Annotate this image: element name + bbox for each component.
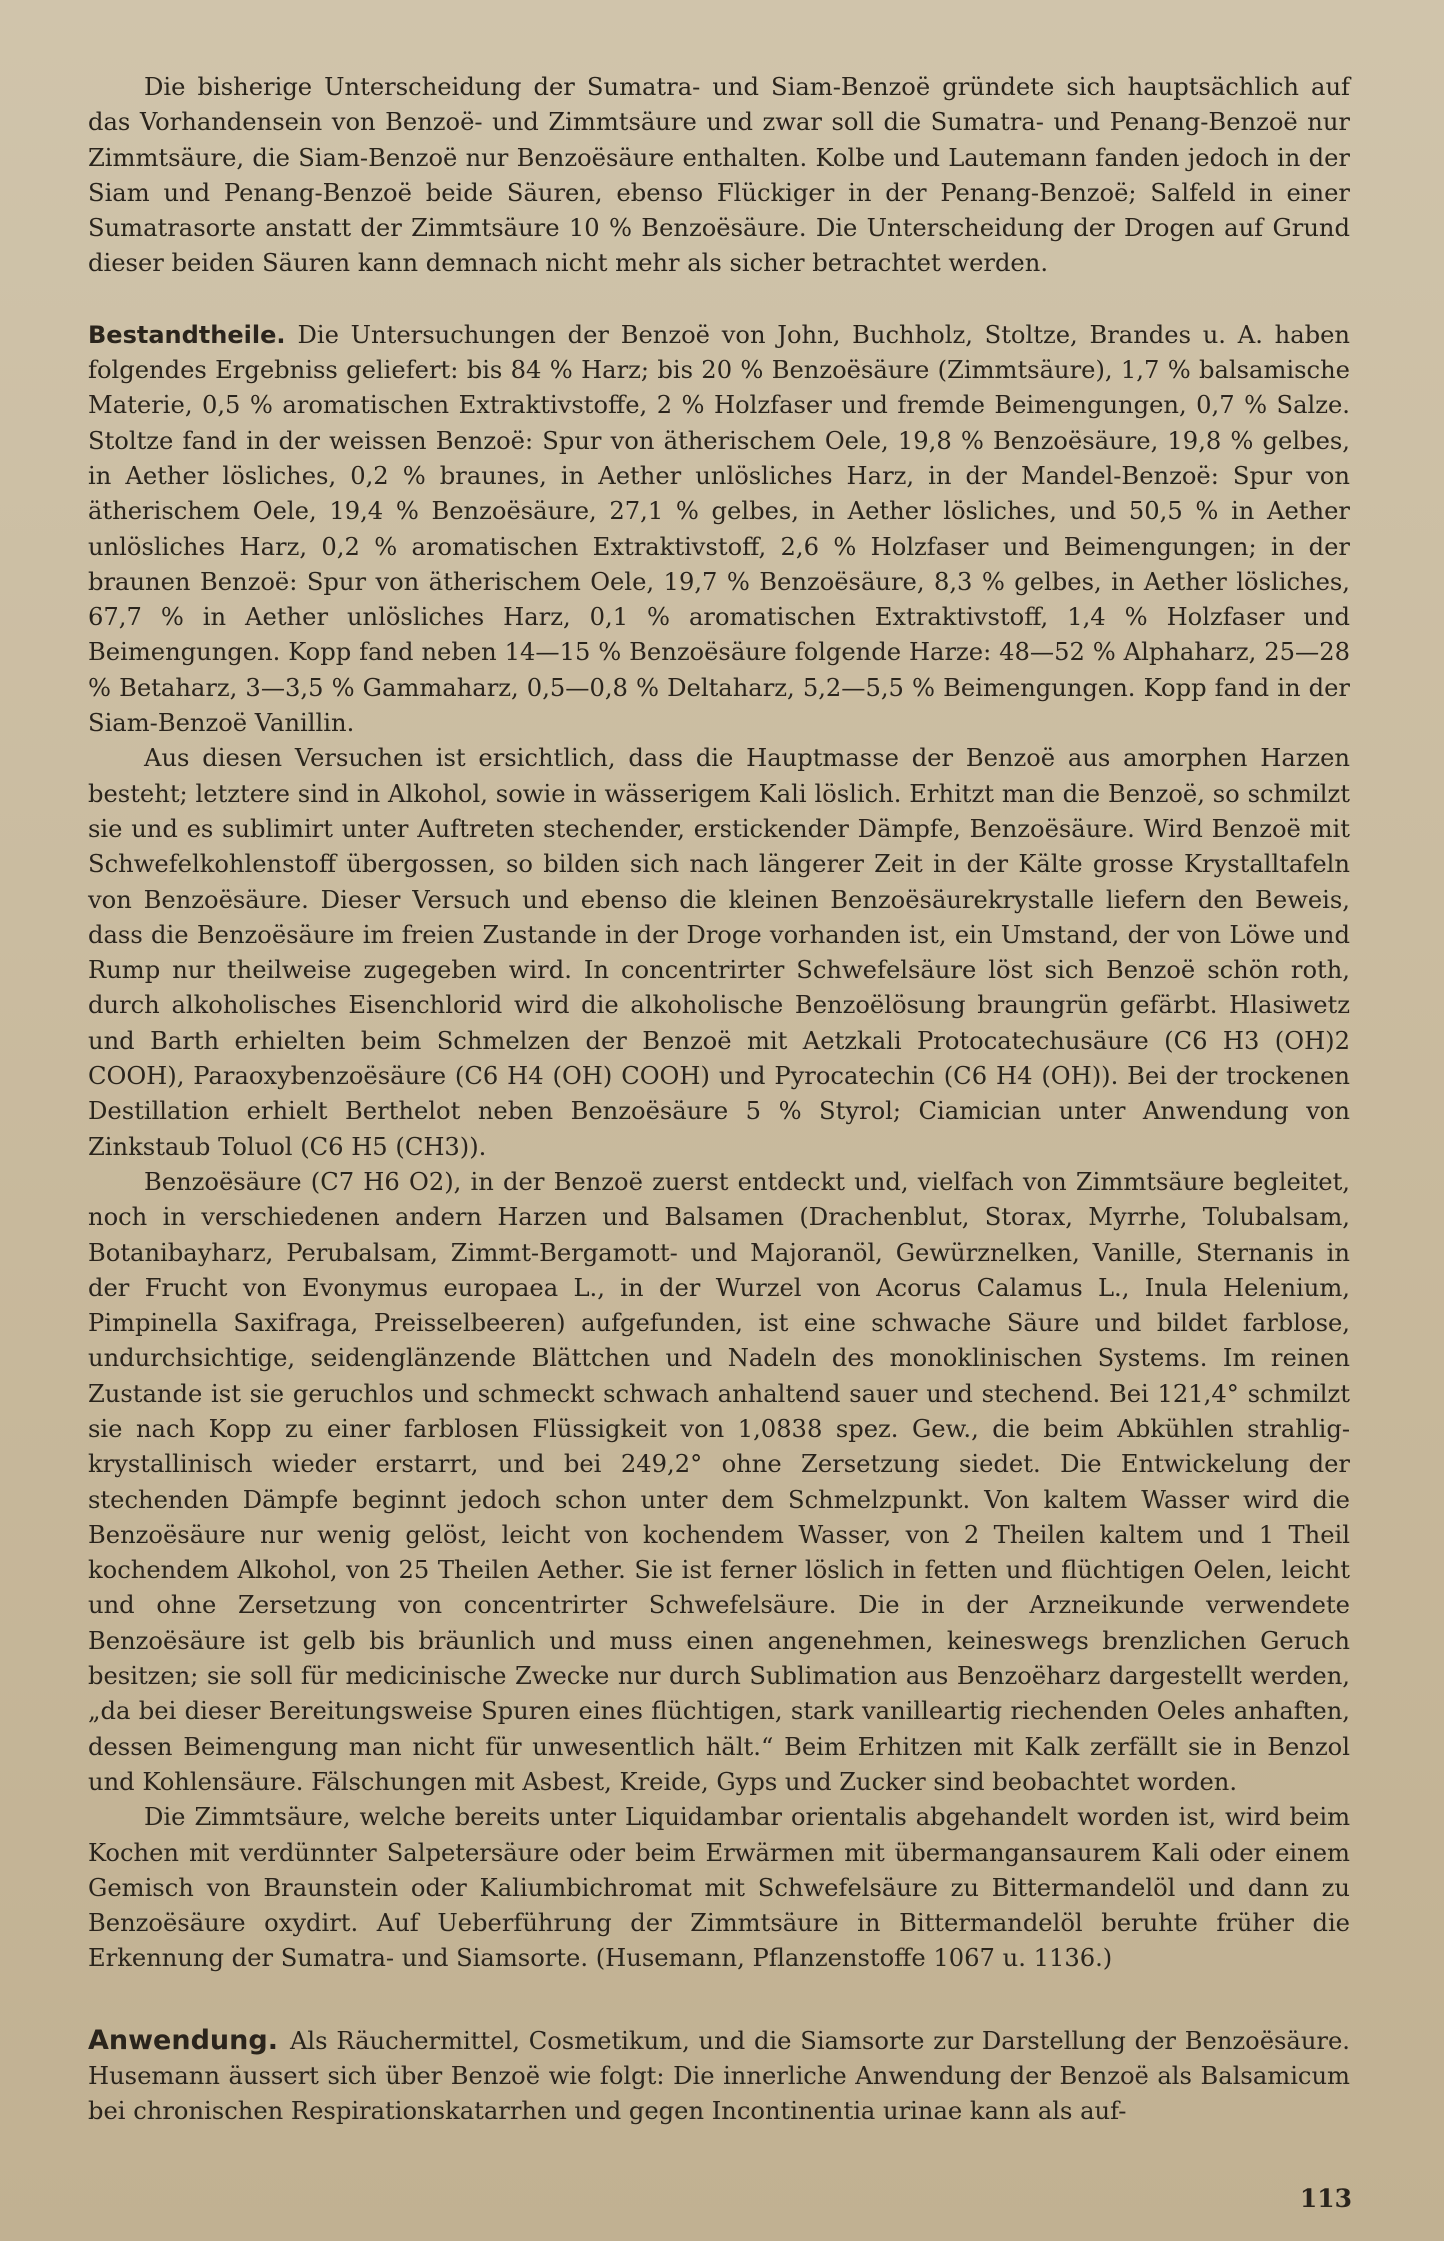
paragraph-cinnamic-acid: Die Zimmtsäure, welche bereits unter Liquidambar orientalis abgehandelt worden ist, wird beim Kochen mit verdünnter Salpetersäure oder beim Erwärmen mit übermangansaurem Kali oder einem Gemisch von Braunstein oder Kaliumbichromat mit Schwefelsäure zu Bittermandelöl und dann zu Benzoësäure oxydirt. Auf Ueberführung der Zimmtsäure in Bittermandelöl beruhte früher die Erkennung der Sumatra- und Siamsorte. (Husemann, Pflanzenstoffe 1067 u. 1136.) bbox=[88, 1803, 1350, 1973]
anwendung-body: Als Räuchermittel, Cosmetikum, und die Siamsorte zur Darstellung der Benzoësäure. Husemann äussert sich über Benzoë wie folgt: Die innerliche Anwendung der Benzoë als Balsamicum bei chronischen Respirationskatarrhen und gegen Incontinentia urinae kann als auf- bbox=[88, 2026, 1350, 2126]
section-heading-anwendung: Anwendung. bbox=[88, 2024, 278, 2056]
paragraph-bestandtheile bbox=[88, 318, 1350, 742]
section-heading-bestandtheile: Bestandtheile. bbox=[88, 320, 286, 349]
paragraph-anwendung bbox=[88, 2023, 1350, 2130]
paragraph-resin-analysis: Aus diesen Versuchen ist ersichtlich, dass die Hauptmasse der Benzoë aus amorphen Harzen besteht; letztere sind in Alkohol, sowie in wässerigem Kali löslich. Erhitzt man die Benzoë, so schmilzt sie und es sublimirt unter Auftreten stechender, erstickender Dämpfe, Benzoësäure. Wird Benzoë mit Schwefelkohlenstoff übergossen, so bilden sich nach längerer Zeit in der Kälte grosse Krystalltafeln von Benzoësäure. Dieser Versuch und ebenso die kleinen Benzoësäurekrystalle liefern den Beweis, dass die Benzoësäure im freien Zustande in der Droge vorhanden ist, ein Umstand, der von Löwe und Rump nur theilweise zugegeben wird. In concentrirter Schwefelsäure löst sich Benzoë schön roth, durch alkoholisches Eisenchlorid wird die alkoholische Benzoëlösung braungrün gefärbt. Hlasiwetz und Barth erhielten beim Schmelzen der Benzoë mit Aetzkali Protocatechusäure (C6 H3 (OH)2 COOH), Paraoxybenzoësäure (C6 H4 (OH) COOH) und Pyrocatechin (C6 H4 (OH)). Bei der trockenen Destillation erhielt Berthelot neben Benzoësäure 5 % Styrol; Ciamician unter Anwendung von Zinkstaub Toluol (C6 H5 (CH3)). bbox=[88, 744, 1350, 1161]
page-number: 113 bbox=[1299, 2184, 1352, 2213]
text-column bbox=[88, 70, 1350, 2130]
bestandtheile-body: Die Untersuchungen der Benzoë von John, Buchholz, Stoltze, Brandes u. A. haben folgendes Ergebniss geliefert: bis 84 % Harz; bis 20 % Benzoësäure (Zimmtsäure), 1,7 % balsamische Materie, 0,5 % aromatischen Extraktivstoffe, 2 % Holzfaser und fremde Beimengungen, 0,7 % Salze. Stoltze fand in der weissen Benzoë: Spur von ätherischem Oele, 19,8 % Benzoësäure, 19,8 % gelbes, in Aether lösliches, 0,2 % braunes, in Aether unlösliches Harz, in der Mandel-Benzoë: Spur von ätherischem Oele, 19,4 % Benzoësäure, 27,1 % gelbes, in Aether lösliches, und 50,5 % in Aether unlösliches Harz, 0,2 % aromatischen Extraktivstoff, 2,6 % Holzfaser und Beimengungen; in der braunen Benzoë: Spur von ätherischem Oele, 19,7 % Benzoësäure, 8,3 % gelbes, in Aether lösliches, 67,7 % in Aether unlösliches Harz, 0,1 % aromatischen Extraktivstoff, 1,4 % Holzfaser und Beimengungen. Kopp fand neben 14—15 % Benzoësäure folgende Harze: 48—52 % Alphaharz, 25—28 % Betaharz, 3—3,5 % Gammaharz, 0,5—0,8 % Deltaharz, 5,2—5,5 % Beimengungen. Kopp fand in der Siam-Benzoë Vanillin. bbox=[88, 320, 1350, 738]
paragraph-benzoic-acid: Benzoësäure (C7 H6 O2), in der Benzoë zuerst entdeckt und, vielfach von Zimmtsäure begleitet, noch in verschiedenen andern Harzen und Balsamen (Drachenblut, Storax, Myrrhe, Tolubalsam, Botanibayharz, Perubalsam, Zimmt-Bergamott- und Majoranöl, Gewürznelken, Vanille, Sternanis in der Frucht von Evonymus europaea L., in der Wurzel von Acorus Calamus L., Inula Helenium, Pimpinella Saxifraga, Preisselbeeren) aufgefunden, ist eine schwache Säure und bildet farblose, undurchsichtige, seidenglänzende Blättchen und Nadeln des monoklinischen Systems. Im reinen Zustande ist sie geruchlos und schmeckt schwach anhaltend sauer und stechend. Bei 121,4° schmilzt sie nach Kopp zu einer farblosen Flüssigkeit von 1,0838 spez. Gew., die beim Abkühlen strahlig-krystallinisch wieder erstarrt, und bei 249,2° ohne Zersetzung siedet. Die Entwickelung der stechenden Dämpfe beginnt jedoch schon unter dem Schmelzpunkt. Von kaltem Wasser wird die Benzoësäure nur wenig gelöst, leicht von kochendem Wasser, von 2 Theilen kaltem und 1 Theil kochendem Alkohol, von 25 Theilen Aether. Sie ist ferner löslich in fetten und flüchtigen Oelen, leicht und ohne Zersetzung von concentrirter Schwefelsäure. Die in der Arzneikunde verwendete Benzoësäure ist gelb bis bräunlich und muss einen angenehmen, keineswegs brenzlichen Geruch besitzen; sie soll für medicinische Zwecke nur durch Sublimation aus Benzoëharz dargestellt werden, „da bei dieser Bereitungsweise Spuren eines flüchtigen, stark vanilleartig riechenden Oeles anhaften, dessen Beimengung man nicht für unwesentlich hält.“ Beim Erhitzen mit Kalk zerfällt sie in Benzol und Kohlensäure. Fälschungen mit Asbest, Kreide, Gyps und Zucker sind beobachtet worden. bbox=[88, 1167, 1350, 1796]
paragraph-drug-distinction: Die bisherige Unterscheidung der Sumatra- und Siam-Benzoë gründete sich hauptsächlich auf das Vorhandensein von Benzoë- und Zimmtsäure und zwar soll die Sumatra- und Penang-Benzoë nur Zimmtsäure, die Siam-Benzoë nur Benzoësäure enthalten. Kolbe und Lautemann fanden jedoch in der Siam und Penang-Benzoë beide Säuren, ebenso Flückiger in der Penang-Benzoë; Salfeld in einer Sumatrasorte anstatt der Zimmtsäure 10 % Benzoësäure. Die Unterscheidung der Drogen auf Grund dieser beiden Säuren kann demnach nicht mehr als sicher betrachtet werden. bbox=[88, 73, 1350, 278]
